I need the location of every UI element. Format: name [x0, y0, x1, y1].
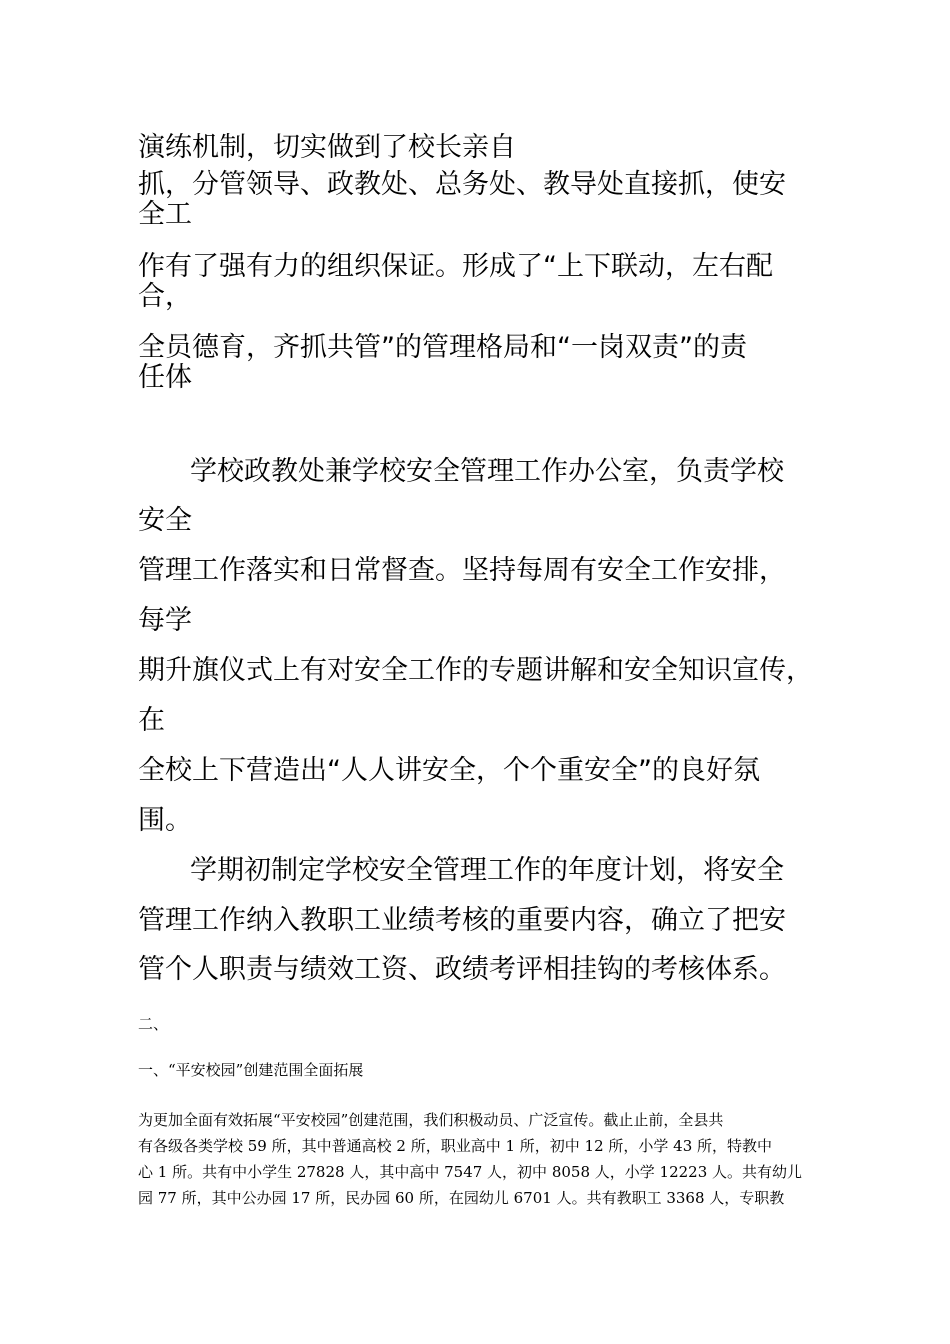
text-line: 有各级各类学校 59 所，其中普通高校 2 所，职业高中 1 所，初中 12 所，小学 43 所，特教中	[138, 1137, 773, 1155]
text-line: 管理工作纳入教职工业绩考核的重要内容，确立了把安	[138, 905, 786, 936]
text-line: 全校上下营造出“人人讲安全，个个重安全”的良好氛	[138, 755, 760, 786]
text-line: 期升旗仪式上有对安全工作的专题讲解和安全知识宣传，	[138, 655, 813, 686]
text-line: 为更加全面有效拓展“平安校园”创建范围，我们积极动员、广泛宣传。截止止前，全县共	[138, 1111, 724, 1129]
text-line: 任体	[138, 362, 192, 393]
text-line: 安全	[138, 505, 192, 536]
text-line: 在	[138, 705, 165, 736]
text-line: 演练机制，切实做到了校长亲自	[138, 132, 516, 163]
text-line: 管个人职责与绩效工资、政绩考评相挂钩的考核体系。	[138, 954, 786, 985]
text-line: 管理工作落实和日常督查。坚持每周有安全工作安排，	[138, 555, 786, 586]
text-line: 园 77 所，其中公办园 17 所，民办园 60 所，在园幼儿 6701 人。共有教职工 3368 人，专职教	[138, 1189, 785, 1207]
text-line: 全工	[138, 199, 192, 230]
section-marker: 二、	[138, 1015, 169, 1033]
text-line: 围。	[138, 805, 192, 836]
text-line: 全员德育，齐抓共管”的管理格局和“一岗双责”的责	[138, 332, 747, 363]
text-line: 抓，分管领导、政教处、总务处、教导处直接抓，使安	[138, 169, 786, 200]
paragraph-first-line: 学校政教处兼学校安全管理工作办公室，负责学校	[190, 456, 784, 487]
section-heading: 一、“平安校园”创建范围全面拓展	[138, 1061, 364, 1079]
paragraph-first-line: 学期初制定学校安全管理工作的年度计划，将安全	[190, 855, 784, 886]
text-line: 合，	[138, 281, 192, 312]
text-line: 作有了强有力的组织保证。形成了“上下联动，左右配	[138, 251, 773, 282]
text-line: 每学	[138, 605, 192, 636]
text-line: 心 1 所。共有中小学生 27828 人，其中高中 7547 人，初中 8058 人，小学 12223 人。共有幼儿	[138, 1163, 803, 1181]
